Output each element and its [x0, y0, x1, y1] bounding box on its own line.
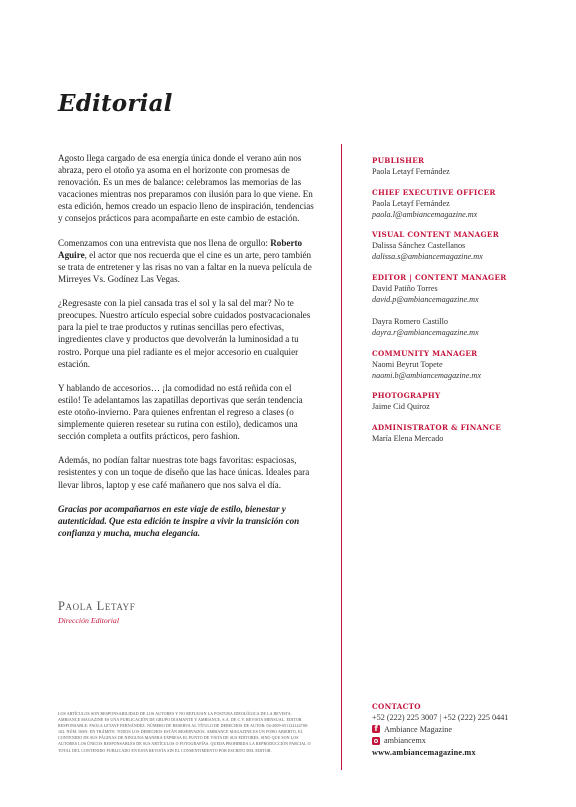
highlighted-name: Roberto Aguire	[58, 237, 303, 260]
editorial-body	[58, 152, 316, 551]
signature-name: Paola Letayf	[58, 599, 136, 613]
credit-name: Naomi Beyrut Topete	[372, 359, 443, 369]
credit-ceo	[372, 187, 547, 220]
credit-name: Dayra Romero Castillo	[372, 317, 448, 327]
spacer	[372, 305, 547, 316]
credits-column	[372, 155, 547, 454]
credit-name: David Patiño Torres	[372, 284, 438, 294]
paragraph-2	[58, 237, 316, 285]
credit-visual-content	[372, 229, 547, 262]
instagram-label: ambiancemx	[384, 736, 426, 745]
credit-role: CHIEF EXECUTIVE OFFICER	[372, 187, 496, 197]
credit-email[interactable]: paola.l@ambiancemagazine.mx	[372, 209, 478, 219]
credit-role: PUBLISHER	[372, 156, 425, 165]
credit-email[interactable]: naomi.b@ambiancemagazine.mx	[372, 370, 481, 380]
credit-photography	[372, 390, 547, 412]
contact-label: CONTACTO	[372, 702, 421, 711]
credit-email[interactable]: dalissa.s@ambiancemagazine.mx	[372, 252, 483, 262]
credit-role: ADMINISTRATOR & FINANCE	[372, 423, 502, 433]
credit-role: EDITOR | CONTENT MANAGER	[372, 273, 507, 283]
website-link[interactable]: www.ambiancemagazine.mx	[372, 747, 476, 757]
signature-role: Dirección Editorial	[58, 616, 119, 625]
credit-role: COMMUNITY MANAGER	[372, 348, 478, 358]
credit-publisher	[372, 155, 547, 177]
paragraph-3: ¿Regresaste con la piel cansada tras el sol y la sal del mar? No te preocupes. Nuestro artículo especial sobre cuidados postvacacionales para la piel te trae productos y rutinas sencillas pero efectivas, ingredientes clave y productos que devolverán la luminosidad a tu rostro. Porque una piel radiante es el mejor accesorio en cualquier estación.	[58, 298, 311, 369]
credit-email[interactable]: david.p@ambiancemagazine.mx	[372, 295, 479, 305]
instagram-link[interactable]	[372, 735, 552, 747]
credit-name: María Elena Mercado	[372, 434, 444, 444]
paragraph-4: Y hablando de accesorios… ¡la comodidad no está reñida con el estilo! Te adelantamos las zapatillas deportivas que serán tendencia este otoño-invierno. Para quienes enfrentan el regreso a clases (o simplemente quieren resetear su rutina con estilo), dedicamos una sección completa a outfits prácticos, pero fashion.	[58, 382, 303, 442]
credit-name: Dalissa Sánchez Castellanos	[372, 241, 466, 251]
credit-email[interactable]: dayra.r@ambiancemagazine.mx	[372, 328, 479, 338]
credit-name: Paola Letayf Fernández	[372, 167, 450, 176]
legal-disclaimer: LOS ARTÍCULOS SON RESPONSABILIDAD DE LOS AUTORES Y NO REFLEJAN LA POSTURA IDEOLÓGICA DE LA REVISTA. AMBIANCE MAGAZINE ES UNA PUBLICACIÓN DE GRUPO DIAMANTE Y AMBIANCE, S.A. DE C.V. REVISTA MENSUAL. EDITOR RESPONSABLE: PAOLA LETAYF FERNÁNDEZ. NÚMERO DE RESERVA AL TÍTULO DE DERECHOS DE AUTOR: 04-2009-051124144700-102. NÚM. ISSN: EN TRÁMITE. TODOS LOS DERECHOS ESTÁN RESERVADOS. AMBIANCE MAGAZINE ES UN FORO ABIERTO, EL CONTENIDO DE SUS PÁGINAS DE NINGUNA MANERA EXPRESA EL PUNTO DE VISTA DE SUS EDITORES, SINO QUE SON LOS AUTORES LOS ÚNICOS RESPONSABLES DE SUS ARTÍCULOS O FOTOGRAFÍAS. QUEDA PROHIBIDA LA REPRODUCCIÓN PARCIAL O TOTAL DEL CONTENIDO PUBLICADO EN ESTA REVISTA SIN EL CONSENTIMIENTO POR ESCRITO DEL EDITOR.	[58, 711, 311, 753]
facebook-label: Ambiance Magazine	[384, 724, 452, 734]
credit-name: Jaime Cid Quiroz	[372, 402, 430, 412]
paragraph-2-text-end: , el actor que nos recuerda que el cine es un arte, pero también se trata de entretener y las risas no van a faltar en la nueva película de Mirreyes Vs. Godínez Las Vegas.	[58, 249, 312, 284]
page-title: Editorial	[58, 90, 173, 117]
credit-name: Paola Letayf Fernández	[372, 198, 450, 208]
facebook-link[interactable]	[372, 724, 552, 736]
contact-block	[372, 701, 552, 759]
credit-role: PHOTOGRAPHY	[372, 391, 441, 401]
paragraph-1: Agosto llega cargado de esa energía única donde el verano aún nos abraza, pero el otoño ya asoma en el horizonte con promesas de renovación. Es un mes de balance: celebramos las memorias de las vacaciones mientras nos preparamos con ilusión para lo que viene. En esta edición, hemos creado un espacio lleno de inspiración, tendencias y consejos prácticos para acompañarte en este cambio de estación.	[58, 153, 314, 224]
contact-phones: +52 (222) 225 3007 | +52 (222) 225 0441	[372, 713, 509, 722]
paragraph-5: Además, no podían faltar nuestras tote bags favoritas: espaciosas, resistentes y con un toque de diseño que las hace únicas. Ideales para llevar libros, laptop y ese café mañanero que nos salva el día.	[58, 455, 310, 490]
credit-role: VISUAL CONTENT MANAGER	[372, 230, 499, 240]
closing-paragraph: Gracias por acompañarnos en este viaje de estilo, bienestar y autenticidad. Que esta edición te inspire a vivir la transición con confianza y mucha, mucha elegancia.	[58, 503, 300, 538]
instagram-icon	[372, 737, 380, 745]
credit-community	[372, 348, 547, 381]
credit-editor	[372, 272, 547, 338]
paragraph-2-text: Comenzamos con una entrevista que nos llena de orgullo:	[58, 237, 271, 248]
facebook-icon: f	[372, 725, 380, 733]
credit-administrator	[372, 422, 547, 444]
column-divider	[341, 144, 342, 770]
